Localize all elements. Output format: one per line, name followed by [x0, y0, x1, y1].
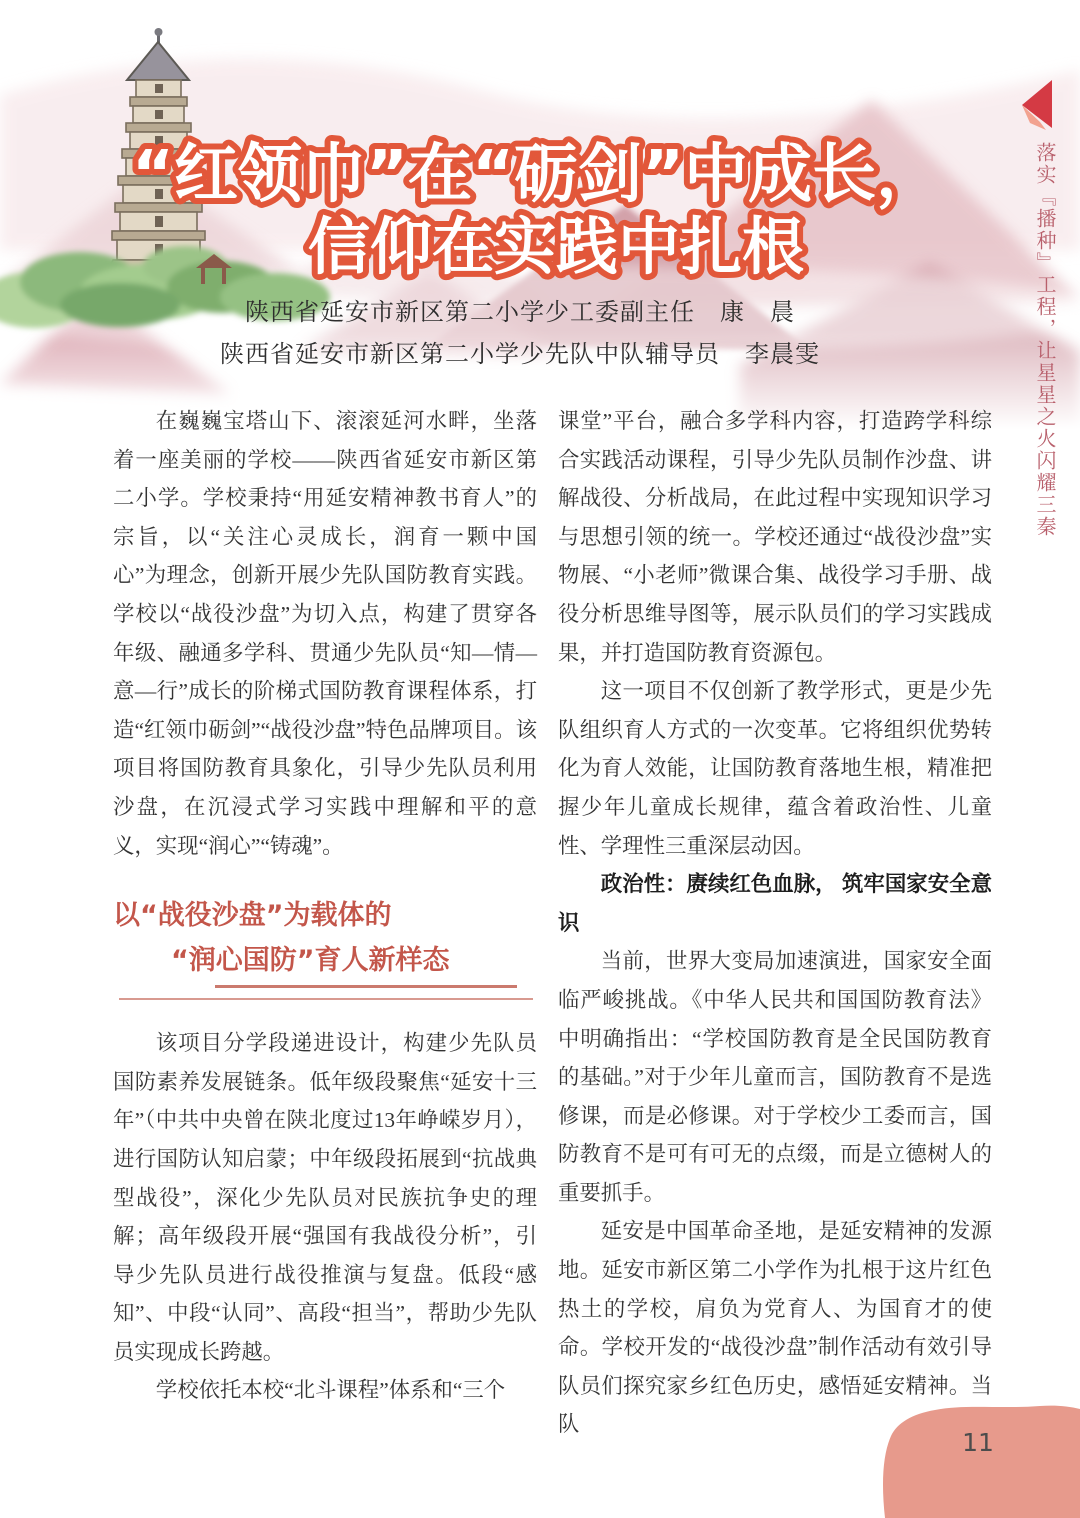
- paragraph: 当前，世界大变局加速演进，国家安全面临严峻挑战。《中华人民共和国国防教育法》中明确指出：“学校国防教育是全民国防教育的基础。”对于少年儿童而言，国防教育不是选修课，而是必修课。对于学校少工委而言，国防教育不是可有可无的点缀，而是立德树人的重要抓手。: [558, 949, 992, 1205]
- title-line-2: 信仰在实践中扎根: [307, 210, 805, 283]
- paragraph: 课堂”平台，融合多学科内容，打造跨学科综合实践活动课程，引导少先队员制作沙盘、讲解战役、分析战局，在此过程中实现知识学习与思想引领的统一。学校还通过“战役沙盘”实物展、“小老师”微课合集、战役学习手册、战役分析思维导图等，展示队员们的学习实践成果，并打造国防教育资源包。: [558, 409, 992, 665]
- paragraph: 在巍巍宝塔山下、滚滚延河水畔，坐落着一座美丽的学校——陕西省延安市新区第二小学。学校秉持“用延安精神教书育人”的宗旨，以“关注心灵成长，润育一颗中国心”为理念，创新开展少先队国防教育实践。学校以“战役沙盘”为切入点，构建了贯穿各年级、融通多学科、贯通少先队员“知—情—意—行”成长的阶梯式国防教育课程体系，打造“红领巾砺剑”“战役沙盘”特色品牌项目。该项目将国防教育具象化，引导少先队员利用沙盘，在沉浸式学习实践中理解和平的意义，实现“润心”“铸魂”。: [113, 409, 537, 858]
- title-line-1: “红领巾”在“砺剑”中成长，: [131, 138, 941, 212]
- article-title: [0, 0, 1080, 300]
- paragraph: 学校依托本校“北斗课程”体系和“三个: [155, 1378, 506, 1403]
- red-bookmark-icon: [1016, 78, 1056, 134]
- paragraph: 这一项目不仅创新了教学形式，更是少先队组织育人方式的一次变革。它将组织优势转化为育人效能，让国防教育落地生根，精准把握少年儿童成长规律，蕴含着政治性、儿童性、学理性三重深层动因。: [558, 679, 992, 858]
- run-in-heading: 政治性：赓续红色血脉， 筑牢国家安全意识: [558, 872, 992, 935]
- subheading-line-2: “润心国防”育人新样态: [171, 945, 450, 977]
- subheading-line-1: 以“战役沙盘”为载体的: [113, 900, 392, 932]
- paragraph: 延安是中国革命圣地，是延安精神的发源地。延安市新区第二小学作为扎根于这片红色热土的学校，肩负为党育人、为国育才的使命。学校开发的“战役沙盘”制作活动有效引导队员们探究家乡红色历史，感悟延安精神。当队: [558, 1219, 992, 1437]
- byline-author-1: 陕西省延安市新区第二小学少工委副主任 康 晨: [245, 300, 795, 326]
- byline: [0, 292, 1040, 376]
- right-column: [558, 402, 992, 1444]
- byline-author-2: 陕西省延安市新区第二小学少先队中队辅导员 李晨雯: [220, 342, 820, 368]
- left-column: [113, 402, 537, 1410]
- subheading-underline: [215, 985, 517, 988]
- page-number: 11: [962, 1428, 994, 1457]
- sidebar-vertical-slogan: 落实『播种』工程，让星星之火闪耀三秦: [1033, 142, 1055, 538]
- paragraph: 该项目分学段递进设计，构建少先队员国防素养发展链条。低年级段聚焦“延安十三年”（中共中央曾在陕北度过13年峥嵘岁月），进行国防认知启蒙；中年级段拓展到“抗战典型战役”，深化少先队员对民族抗争史的理解；高年级段开展“强国有我战役分析”，引导少先队员进行战役推演与复盘。低段“感知”、中段“认同”、高段“担当”，帮助少先队员实现成长跨越。: [113, 1031, 537, 1364]
- subheading-underline: [119, 998, 533, 1000]
- section-subheading: [113, 893, 537, 1000]
